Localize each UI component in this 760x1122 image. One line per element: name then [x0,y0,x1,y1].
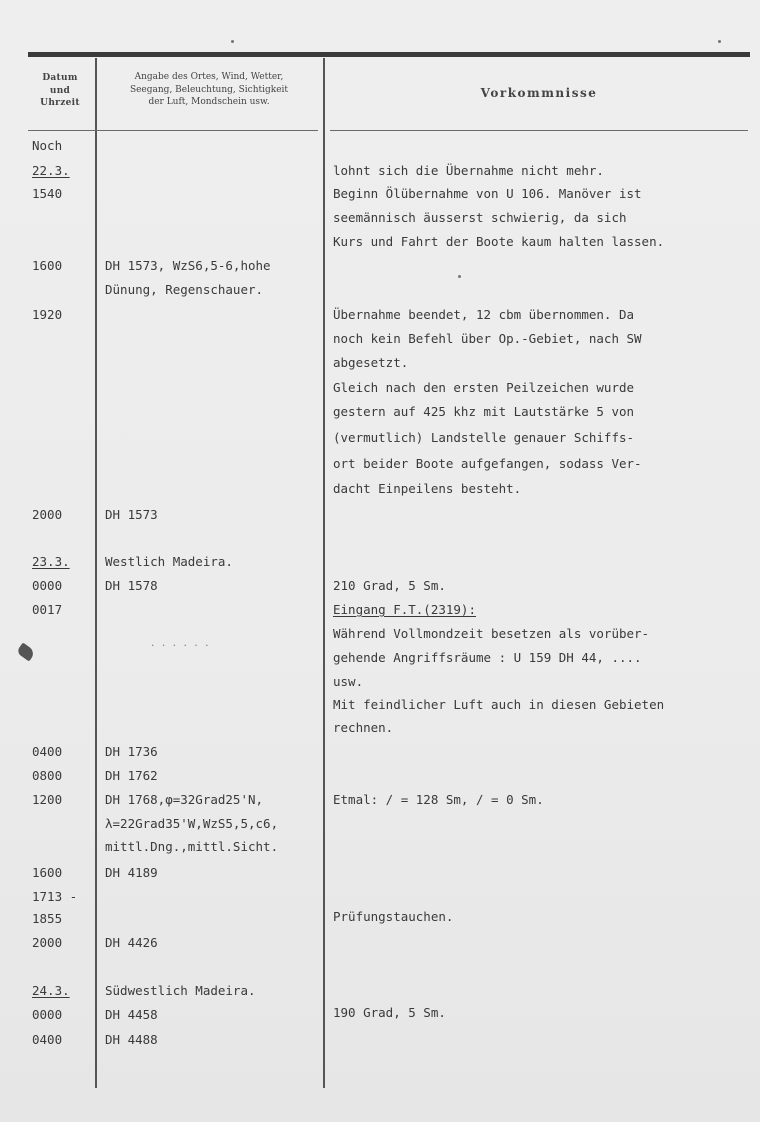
location-weather-cell: Dünung, Regenschauer. [105,282,264,297]
event-line: abgesetzt. [333,355,409,370]
header-rule-left [28,130,318,131]
top-rule [28,52,750,57]
event-line: usw. [333,674,364,689]
event-line: Etmal: ∕ = 128 Sm, ∕ = 0 Sm. [333,792,544,807]
location-weather-cell: DH 1768,φ=32Grad25'N, [105,792,264,807]
column-divider-1 [95,58,97,1088]
event-line: gehende Angriffsräume : U 159 DH 44, .... [333,650,642,665]
event-line: (vermutlich) Landstelle genauer Schiffs- [333,430,635,445]
date-cell: 22.3. [32,163,70,178]
event-line: ort beider Boote aufgefangen, sodass Ver- [333,456,642,471]
time-cell: 0800 [32,768,63,783]
event-line: Beginn Ölübernahme von U 106. Manöver ist [333,186,642,201]
event-line: seemännisch äusserst schwierig, da sich [333,210,627,225]
location-weather-cell: DH 4488 [105,1032,158,1047]
event-line: Während Vollmondzeit besetzen als vorüber- [333,626,650,641]
event-line: dacht Einpeilens besteht. [333,481,522,496]
ink-blot-mark [16,642,36,661]
faint-dots: . . . . . . [150,639,210,649]
event-line: Gleich nach den ersten Peilzeichen wurde [333,380,635,395]
header-events: Vorkommnisse [480,86,598,100]
location-weather-cell: DH 1762 [105,768,158,783]
header-date-time: Datum und Uhrzeit [40,73,80,108]
location-weather-cell: mittl.Dng.,mittl.Sicht. [105,839,279,854]
time-cell: 1855 [32,911,63,926]
paper-speck [458,275,461,278]
location-weather-cell: DH 1573, WzS6,5-6,hohe [105,258,271,273]
time-cell: 1600 [32,258,63,273]
paper-speck [718,40,721,43]
location-weather-cell: Südwestlich Madeira. [105,983,256,998]
event-line: noch kein Befehl über Op.-Gebiet, nach SW [333,331,642,346]
header-location-weather: Angabe des Ortes, Wind, Wetter, Seegang, Beleuchtung, Sichtigkeit der Luft, Mondschein usw. [129,72,289,107]
paper-speck [231,40,234,43]
time-cell: 0017 [32,602,63,617]
event-line: 210 Grad, 5 Sm. [333,578,446,593]
time-cell: 0000 [32,578,63,593]
event-line: Kurs und Fahrt der Boote kaum halten lassen. [333,234,665,249]
event-line: rechnen. [333,720,394,735]
time-cell: 1920 [32,307,63,322]
location-weather-cell: Westlich Madeira. [105,554,233,569]
event-line: lohnt sich die Übernahme nicht mehr. [333,163,604,178]
time-cell: 0000 [32,1007,63,1022]
location-weather-cell: DH 1736 [105,744,158,759]
event-line: Übernahme beendet, 12 cbm übernommen. Da [333,307,635,322]
date-cell: 23.3. [32,554,70,569]
event-line: Prüfungstauchen. [333,909,454,924]
event-line: 190 Grad, 5 Sm. [333,1005,446,1020]
location-weather-cell: DH 1573 [105,507,158,522]
time-cell: 2000 [32,507,63,522]
location-weather-cell: DH 4458 [105,1007,158,1022]
location-weather-cell: λ=22Grad35'W,WzS5,5,c6, [105,816,279,831]
location-weather-cell: DH 4189 [105,865,158,880]
header-rule-right [330,130,748,131]
time-cell: 0400 [32,744,63,759]
time-cell: 1713 - [32,889,78,904]
event-line: Mit feindlicher Luft auch in diesen Gebieten [333,697,665,712]
date-cell: 24.3. [32,983,70,998]
location-weather-cell: DH 4426 [105,935,158,950]
time-cell: 0400 [32,1032,63,1047]
location-weather-cell: DH 1578 [105,578,158,593]
time-cell: 1540 [32,186,63,201]
date-cell: Noch [32,138,63,153]
column-divider-2 [323,58,325,1088]
time-cell: 1600 [32,865,63,880]
event-line: gestern auf 425 khz mit Lautstärke 5 von [333,404,635,419]
time-cell: 2000 [32,935,63,950]
time-cell: 1200 [32,792,63,807]
event-line: Eingang F.T.(2319): [333,602,476,617]
